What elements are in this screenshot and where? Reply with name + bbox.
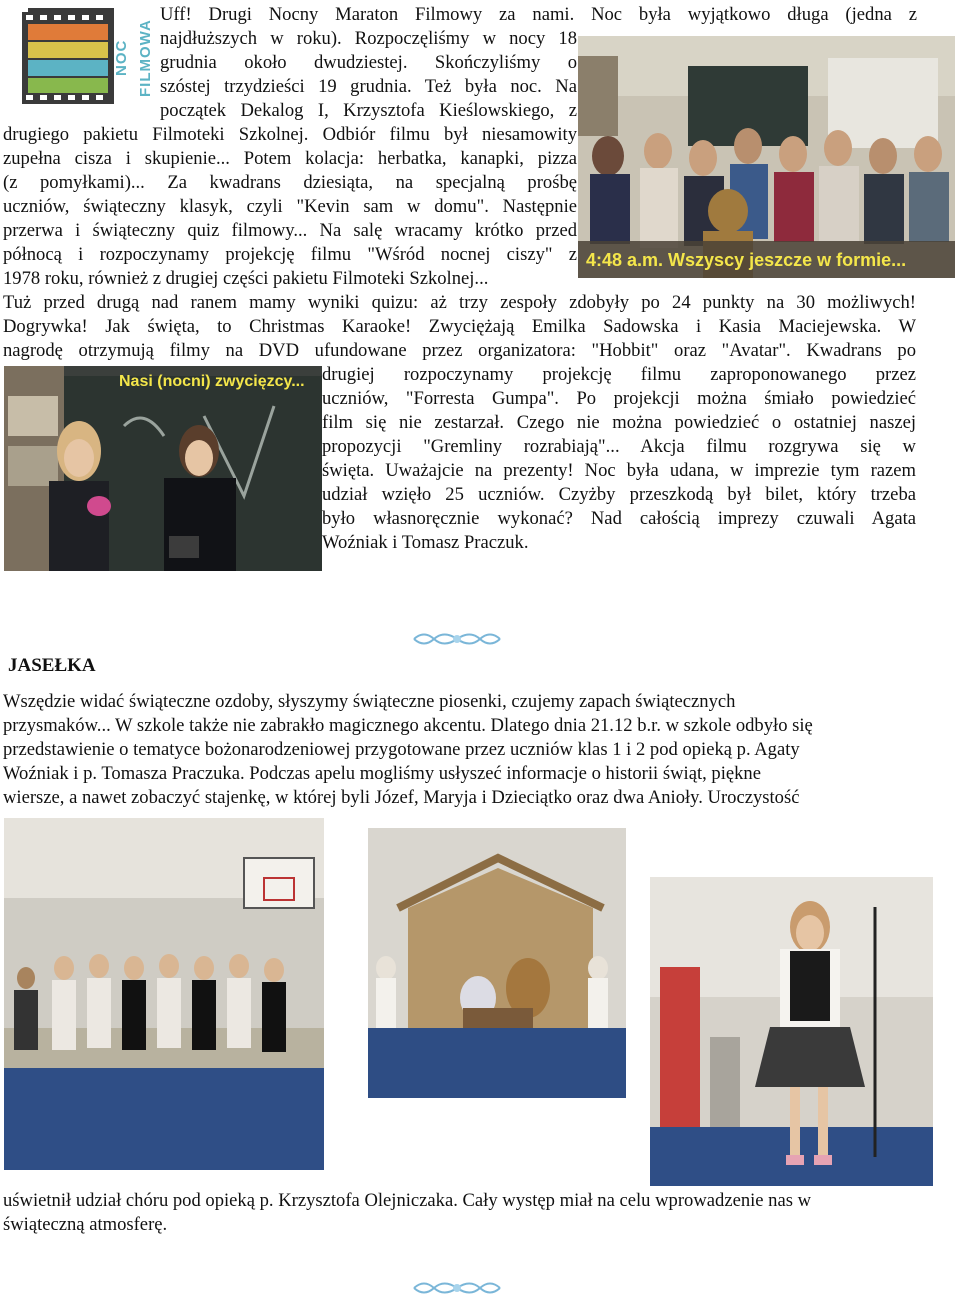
snowflake-divider-icon	[412, 628, 502, 650]
text-line: Tuż przed drugą nad ranem mamy wyniki quizu: aż trzy zespoły zdobyły po 24 punkty na 30 możliwych!	[3, 292, 916, 313]
snowflake-divider-icon	[412, 1277, 502, 1299]
text-line: grudnia około dwudziestej. Skończyliśmy o	[160, 52, 577, 73]
choir-photo	[4, 818, 324, 1170]
text-line: początek Dekalog I, Krzysztofa Kieślowskiego, z	[160, 100, 577, 121]
text-line: 1978 roku, również z drugiej części pakietu Filmoteki Szkolnej...	[3, 268, 489, 289]
photo-caption: Nasi (nocni) zwycięzcy...	[119, 373, 305, 390]
text-line: uświetnił udział chóru pod opieką p. Krzysztofa Olejniczaka. Cały występ miał na celu wprowadzenie nas w	[3, 1190, 812, 1211]
text-line: Dogrywka! Jak święta, to Christmas Karaoke! Zwyciężają Emilka Sadowska i Kasia Maciejewska. W	[3, 316, 916, 337]
group-photo	[578, 36, 955, 278]
noc-filmowa-logo	[22, 6, 154, 110]
text-line: Wszędzie widać świąteczne ozdoby, słyszymy świąteczne piosenki, czujemy zapach świątecznych	[3, 691, 736, 712]
text-line: (z pomyłkami)... Za kwadrans dziesiąta, na specjalną prośbę	[3, 172, 577, 193]
text-line: uczniów, świąteczny klasyk, czyli "Kevin sam w domu". Następnie	[3, 196, 577, 217]
text-line: przysmaków... W szkole także nie zabrakło magicznego akcentu. Dlatego dnia 21.12 b.r. w szkole odbyło się	[3, 715, 813, 736]
text-line: zupełna cisza i skupienie... Potem kolacja: herbatka, kanapki, pizza	[3, 148, 577, 169]
text-line: nagrodę otrzymują filmy na DVD ufundowane przez organizatora: "Hobbit" oraz "Avatar". Kwadrans po	[3, 340, 916, 361]
text-line: uczniów, "Forresta Gumpa". Po projekcji można śmiało powiedzieć	[322, 388, 916, 409]
text-line: Woźniak i p. Tomasza Praczuka. Podczas apelu mogliśmy usłyszeć informacje o historii świąt, piękne	[3, 763, 761, 784]
text-line: wiersze, a nawet zobaczyć stajenkę, w której byli Józef, Maryja i Dzieciątko oraz dwa Anioły. Uroczystość	[3, 787, 800, 808]
text-line: propozycji "Gremliny rozrabiają"... Akcja filmu rozgrywa się w	[322, 436, 916, 457]
winners-photo	[4, 366, 322, 571]
text-line: świąteczną atmosferę.	[3, 1214, 168, 1235]
text-line: film się nie zestarzał. Czego nie można powiedzieć o ostatniej naszej	[322, 412, 916, 433]
text-line: najdłuższych w roku). Rozpoczęliśmy w nocy 18	[160, 28, 577, 49]
text-line: przedstawienie o tematyce bożonarodzeniowej przygotowane przez uczniów klas 1 i 2 pod opieką p. Agaty	[3, 739, 800, 760]
text-line: szóstej trzydzieści 19 grudnia. Też była noc. Na	[160, 76, 577, 97]
text-line: drugiego pakietu Filmoteki Szkolnej. Odbiór filmu był niesamowity	[3, 124, 577, 145]
text-line: Uff! Drugi Nocny Maraton Filmowy za nami. Noc była wyjątkowo długa (jedna z	[160, 4, 917, 25]
text-line: udział wzięło 25 uczniów. Czyżby przeszkodą był bilet, który trzeba	[322, 484, 916, 505]
text-line: przerwa i świąteczny quiz filmowy... Na salę wracamy krótko przed	[3, 220, 577, 241]
section-heading: JASEŁKA	[8, 655, 96, 676]
logo-text: NOC FILMOWA	[113, 19, 154, 97]
text-line: drugiej rozpoczynamy projekcję filmu zaproponowanego przez	[322, 364, 916, 385]
text-line: święta. Uważajcie na prezenty! Noc była udana, w imprezie tym razem	[322, 460, 916, 481]
nativity-photo	[368, 828, 626, 1098]
singer-photo	[650, 877, 933, 1186]
text-line: Woźniak i Tomasz Praczuk.	[322, 532, 529, 553]
text-line: było własnoręcznie wykonać? Nad całością imprezy czuwali Agata	[322, 508, 916, 529]
text-line: północą i rozpoczynamy projekcję filmu "Wśród nocnej ciszy" z	[3, 244, 577, 265]
photo-caption: 4:48 a.m. Wszyscy jeszcze w formie...	[586, 250, 907, 270]
